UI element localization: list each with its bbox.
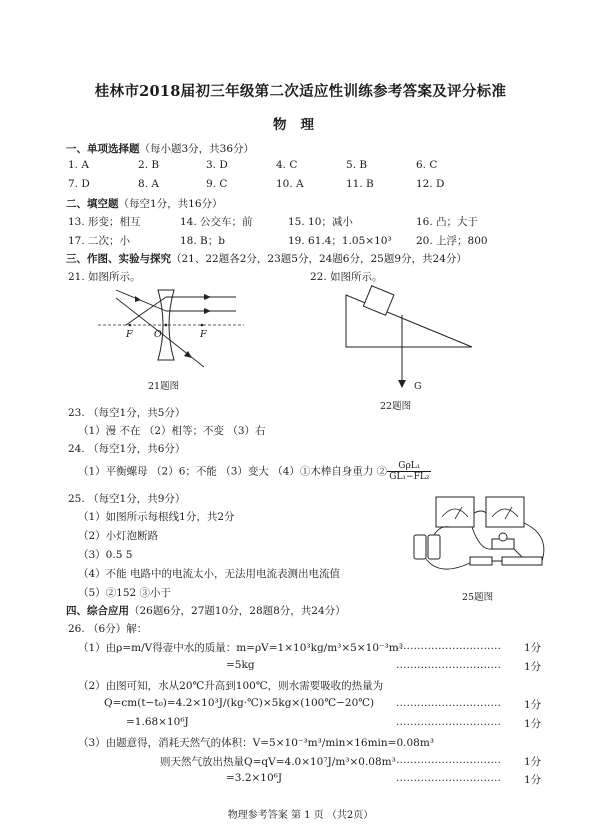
s1-row1-f: 6. C xyxy=(416,159,438,171)
fig21-label-o: O xyxy=(154,329,162,340)
section-3-note: （21、22题各2分，23题5分，24题6分，25题9分，共24分） xyxy=(171,253,467,265)
s1-row2-f: 12. D xyxy=(416,178,445,190)
q26-line-6: （3）由题意得，消耗天然气的体积：V=5×10⁻³m³/min×16min=0.08m³ xyxy=(78,737,435,749)
figure-25-circuit-diagram xyxy=(410,495,550,585)
section-4-note: （26题6分，27题10分，28题8分，共24分） xyxy=(129,605,346,617)
fig21-label-f-right: F xyxy=(200,329,207,340)
section-4-heading xyxy=(66,603,346,618)
q26-line-8: =3.2×10⁶J xyxy=(226,772,283,784)
q26-score-1: 1分 xyxy=(524,642,542,654)
section-2-title: 二、填空题 xyxy=(66,198,119,210)
q26-heading: 26. （6分）解： xyxy=(68,623,148,635)
section-3-title: 三、作图、实验与探究 xyxy=(66,253,171,265)
q24-answers xyxy=(78,461,431,482)
figure-22-caption: 22题图 xyxy=(380,401,412,412)
q24-fraction xyxy=(387,461,431,482)
s1-row2-e: 11. B xyxy=(346,178,374,190)
s1-row1-e: 5. B xyxy=(346,159,368,171)
q26-dots-5: ………………………… xyxy=(396,754,501,766)
section-3-heading xyxy=(66,251,467,266)
q23-heading: 23. （每空1分，共5分） xyxy=(68,407,186,419)
s2-row1-d: 16. 凸；大于 xyxy=(416,216,479,228)
s1-row2-d: 10. A xyxy=(276,178,304,190)
s2-row1-c: 15. 10；减小 xyxy=(288,216,353,228)
q25-line-1: （1）如图所示每根线1分，共2分 xyxy=(78,511,235,523)
q25-line-5: （5）②152 ③小于 xyxy=(78,587,172,599)
q26-dots-6: ………………………… xyxy=(396,772,501,784)
q26-dots-3: ………………………… xyxy=(396,697,501,709)
q21-text: 21. 如图所示。 xyxy=(68,271,141,283)
q26-line-4: Q=cm(t−t₀)=4.2×10³J/(kg·℃)×5kg×(100℃−20℃) xyxy=(104,697,375,709)
q25-line-4: （4）不能 电路中的电流太小，无法用电流表测出电流值 xyxy=(78,568,341,580)
s1-row2-a: 7. D xyxy=(68,178,90,190)
page-title: 桂林市2018届初三年级第二次适应性训练参考答案及评分标准 xyxy=(94,83,507,100)
s1-row2-c: 9. C xyxy=(206,178,228,190)
s2-row2-d: 20. 上浮；800 xyxy=(416,235,488,247)
q26-line-1: （1）由ρ=m/V得壶中水的质量：m=ρV=1×10³kg/m³×5×10⁻³m³ xyxy=(78,642,403,654)
q26-score-4: 1分 xyxy=(524,718,542,730)
q23-answers: （1）漫 不在 （2）相等；不变 （3）右 xyxy=(78,425,266,437)
q26-dots-4: ………………………… xyxy=(396,716,501,728)
section-1-heading xyxy=(66,141,254,156)
s2-row2-c: 19. 61.4；1.05×10³ xyxy=(288,235,392,247)
section-4-title: 四、综合应用 xyxy=(66,605,129,617)
section-1-note: （每小题3分，共36分） xyxy=(139,143,255,155)
section-2-note: （每空1分，共16分） xyxy=(118,198,223,210)
s1-row1-b: 2. B xyxy=(138,159,160,171)
s2-row2-b: 18. B；b xyxy=(180,235,225,247)
s1-row1-a: 1. A xyxy=(68,159,89,171)
fig22-label-g: G xyxy=(414,381,422,392)
q26-score-6: 1分 xyxy=(524,774,542,786)
page-footer: 物理参考答案 第 1 页 （共2页） xyxy=(227,810,374,821)
s2-row1-a: 13. 形变；相互 xyxy=(68,216,141,228)
s1-row1-c: 3. D xyxy=(206,159,228,171)
q26-line-5: =1.68×10⁶J xyxy=(126,716,189,728)
q24-answer-text: （1）平衡螺母 （2）6；不能 （3）变大 （4）①木棒自身重力 ② xyxy=(78,465,388,478)
figure-25-caption: 25题图 xyxy=(462,592,494,603)
q26-score-5: 1分 xyxy=(524,756,542,768)
q25-line-3: （3）0.5 5 xyxy=(78,549,133,561)
q22-text: 22. 如图所示。 xyxy=(310,271,383,283)
q26-score-2: 1分 xyxy=(524,661,542,673)
subject-heading: 物理 xyxy=(273,117,328,133)
q24-fraction-denominator: GL₁−FL₂ xyxy=(389,472,430,482)
q24-fraction-numerator: GρL₁ xyxy=(387,461,431,472)
section-1-title: 一、单项选择题 xyxy=(66,143,140,155)
q25-line-2: （2）小灯泡断路 xyxy=(78,530,159,542)
s2-row2-a: 17. 二次；小 xyxy=(68,235,131,247)
q24-heading: 24. （每空1分，共6分） xyxy=(68,443,186,455)
s2-row1-b: 14. 公交车；前 xyxy=(180,216,253,228)
q26-dots-1: ………………………… xyxy=(396,640,501,652)
q26-score-3: 1分 xyxy=(524,699,542,711)
figure-21-lens-diagram xyxy=(96,285,246,375)
q25-heading: 25. （每空1分，共9分） xyxy=(68,493,186,505)
q26-line-2: =5kg xyxy=(226,659,255,671)
fig21-label-f-left: F xyxy=(126,329,133,340)
figure-22-incline-diagram xyxy=(340,285,480,395)
q26-dots-2: ………………………… xyxy=(396,659,501,671)
figure-21-caption: 21题图 xyxy=(148,381,180,392)
q26-line-7: 则天然气放出热量Q=qV=4.0×10⁷J/m³×0.08m³ xyxy=(160,756,396,768)
section-2-heading xyxy=(66,196,223,211)
q26-line-3: （2）由图可知，水从20℃升高到100℃，则水需要吸收的热量为 xyxy=(78,680,384,692)
s1-row2-b: 8. A xyxy=(138,178,159,190)
s1-row1-d: 4. C xyxy=(276,159,298,171)
